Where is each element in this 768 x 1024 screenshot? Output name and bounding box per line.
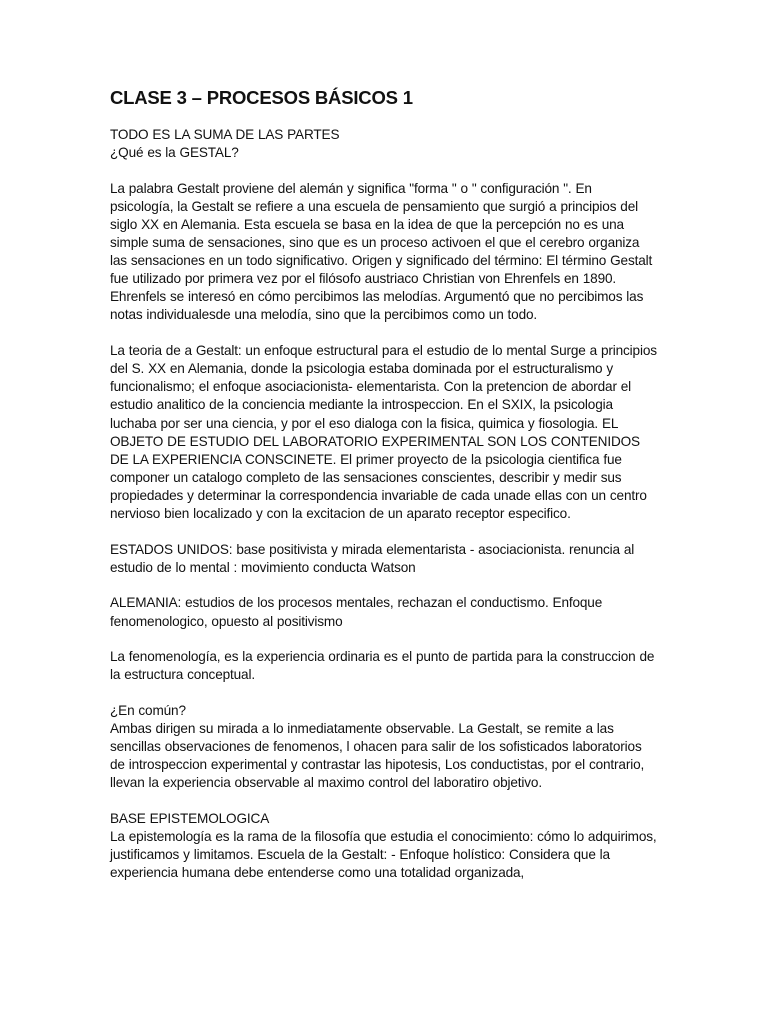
- paragraph-gestalt-theory: La teoria de a Gestalt: un enfoque estructural para el estudio de lo mental Surge a principios del S. XX en Alemania, donde la psicologia estaba dominada por el estructuralismo y funcionalismo; el enfoque asociacionista- elementarista. Con la pretencion de abordar el estudio analitico de la conciencia mediante la introspeccion. En el SXIX, la psicologia luchaba por ser una ciencia, y por el eso dialoga con la fisica, quimica y fiosologia. EL OBJETO DE ESTUDIO DEL LABORATORIO EXPERIMENTAL SON LOS CONTENIDOS DE LA EXPERIENCIA CONSCINETE. El primer proyecto de la psicologia cientifica fue componer un catalogo completo de las sensaciones conscientes, describir y medir sus propiedades y determinar la correspondencia invariable de cada unade ellas con un centro nervioso bien localizado y con la excitacion de un aparato receptor especifico.: [110, 343, 657, 521]
- document-page: [110, 86, 658, 882]
- paragraph-fenomenologia: La fenomenología, es la experiencia ordinaria es el punto de partida para la construccion de la estructura conceptual.: [110, 649, 655, 683]
- paragraph-estados-unidos: ESTADOS UNIDOS: base positivista y mirada elementarista - asociacionista. renuncia al estudio de lo mental : movimiento conducta Watson: [110, 541, 635, 575]
- paragraph-alemania: ALEMANIA: estudios de los procesos mentales, rechazan el conductismo. Enfoque fenomenologico, opuesto al positivismo: [110, 595, 603, 629]
- spacer: [110, 162, 658, 180]
- paragraph-epistemologia: La epistemología es la rama de la filosofía que estudia el conocimiento: cómo lo adquirimos, justificamos y limitamos. Escuela de la Gestalt: - Enfoque holístico: Considera que la experiencia humana debe entenderse como una totalidad organizada,: [110, 829, 657, 881]
- intro-line-1: TODO ES LA SUMA DE LAS PARTES: [110, 127, 340, 142]
- paragraph-gestalt-definition: La palabra Gestalt proviene del alemán y significa "forma " o " configuración ". En psicología, la Gestalt se refiere a una escuela de pensamiento que surgió a principios del siglo XX en Alemania. Esta escuela se basa en la idea de que la percepción no es una simple suma de sensaciones, sino que es un proceso activoen el que el cerebro organiza las sensaciones en un todo significativo. Origen y significado del término: El término Gestalt fue utilizado por primera vez por el filósofo austriaco Christian von Ehrenfels en 1890. Ehrenfels se interesó en cómo percibimos las melodías. Argumentó que no percibimos las notas individualesde una melodía, sino que la percibimos como un todo.: [110, 180, 653, 323]
- base-epistemologica-heading: BASE EPISTEMOLOGICA: [110, 811, 270, 827]
- document-title: CLASE 3 – PROCESOS BÁSICOS 1: [110, 87, 413, 108]
- paragraph-en-comun: Ambas dirigen su mirada a lo inmediatamente observable. La Gestalt, se remite a las sencillas observaciones de fenomenos, l ohacen para salir de los sofisticados laboratorios de introspeccion experimental y contrastar las hipotesis, Los conductistas, por el contrario, llevan la experiencia observable al maximo control del laboratiro objetivo.: [110, 721, 645, 791]
- intro-line-2: ¿Qué es la GESTAL?: [110, 145, 239, 161]
- common-heading: ¿En común?: [110, 703, 186, 718]
